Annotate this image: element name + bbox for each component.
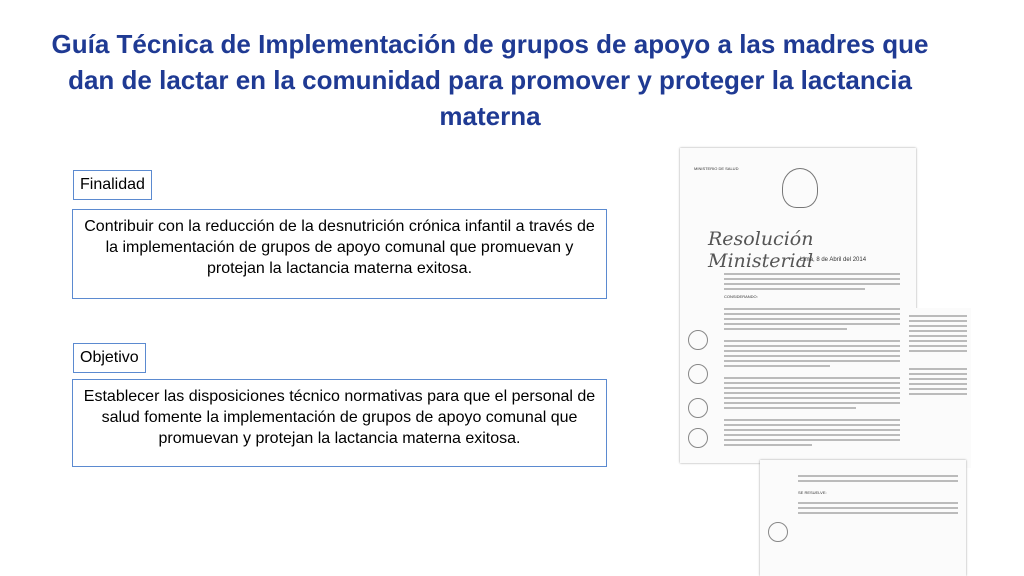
finalidad-label: Finalidad <box>73 170 152 200</box>
stamp-icon <box>688 398 708 418</box>
objetivo-text: Establecer las disposiciones técnico normativas para que el personal de salud fomente la implementación de grupos de apoyo comunal que promuevan y protejan la lactancia materna exitosa. <box>72 379 607 467</box>
crest-icon <box>782 168 818 208</box>
doc-ministry: MINISTERIO DE SALUD <box>694 166 739 171</box>
doc-text-lines <box>724 270 900 449</box>
document-page-bottom <box>760 460 966 576</box>
doc-considerando: CONSIDERANDO: <box>724 294 758 299</box>
stamp-icon <box>688 428 708 448</box>
page-title: Guía Técnica de Implementación de grupos de apoyo a las madres que dan de lactar en la comunidad para promover y proteger la lactancia materna <box>51 29 929 131</box>
signature-icon <box>688 364 708 384</box>
stamp-icon <box>688 330 708 350</box>
finalidad-text: Contribuir con la reducción de la desnutrición crónica infantil a través de la implementación de grupos de apoyo comunal que promuevan y protejan la lactancia materna exitosa. <box>72 209 607 299</box>
doc-date: Lima, 8 de Abril del 2014 <box>800 257 867 263</box>
document-page-edge <box>905 308 971 468</box>
stamp-icon <box>768 522 788 542</box>
resolution-document-image <box>680 148 916 463</box>
doc-heading: Resolución Ministerial <box>708 228 814 272</box>
doc-se-resuelve: SE RESUELVE: <box>798 490 827 495</box>
objetivo-label: Objetivo <box>73 343 146 373</box>
